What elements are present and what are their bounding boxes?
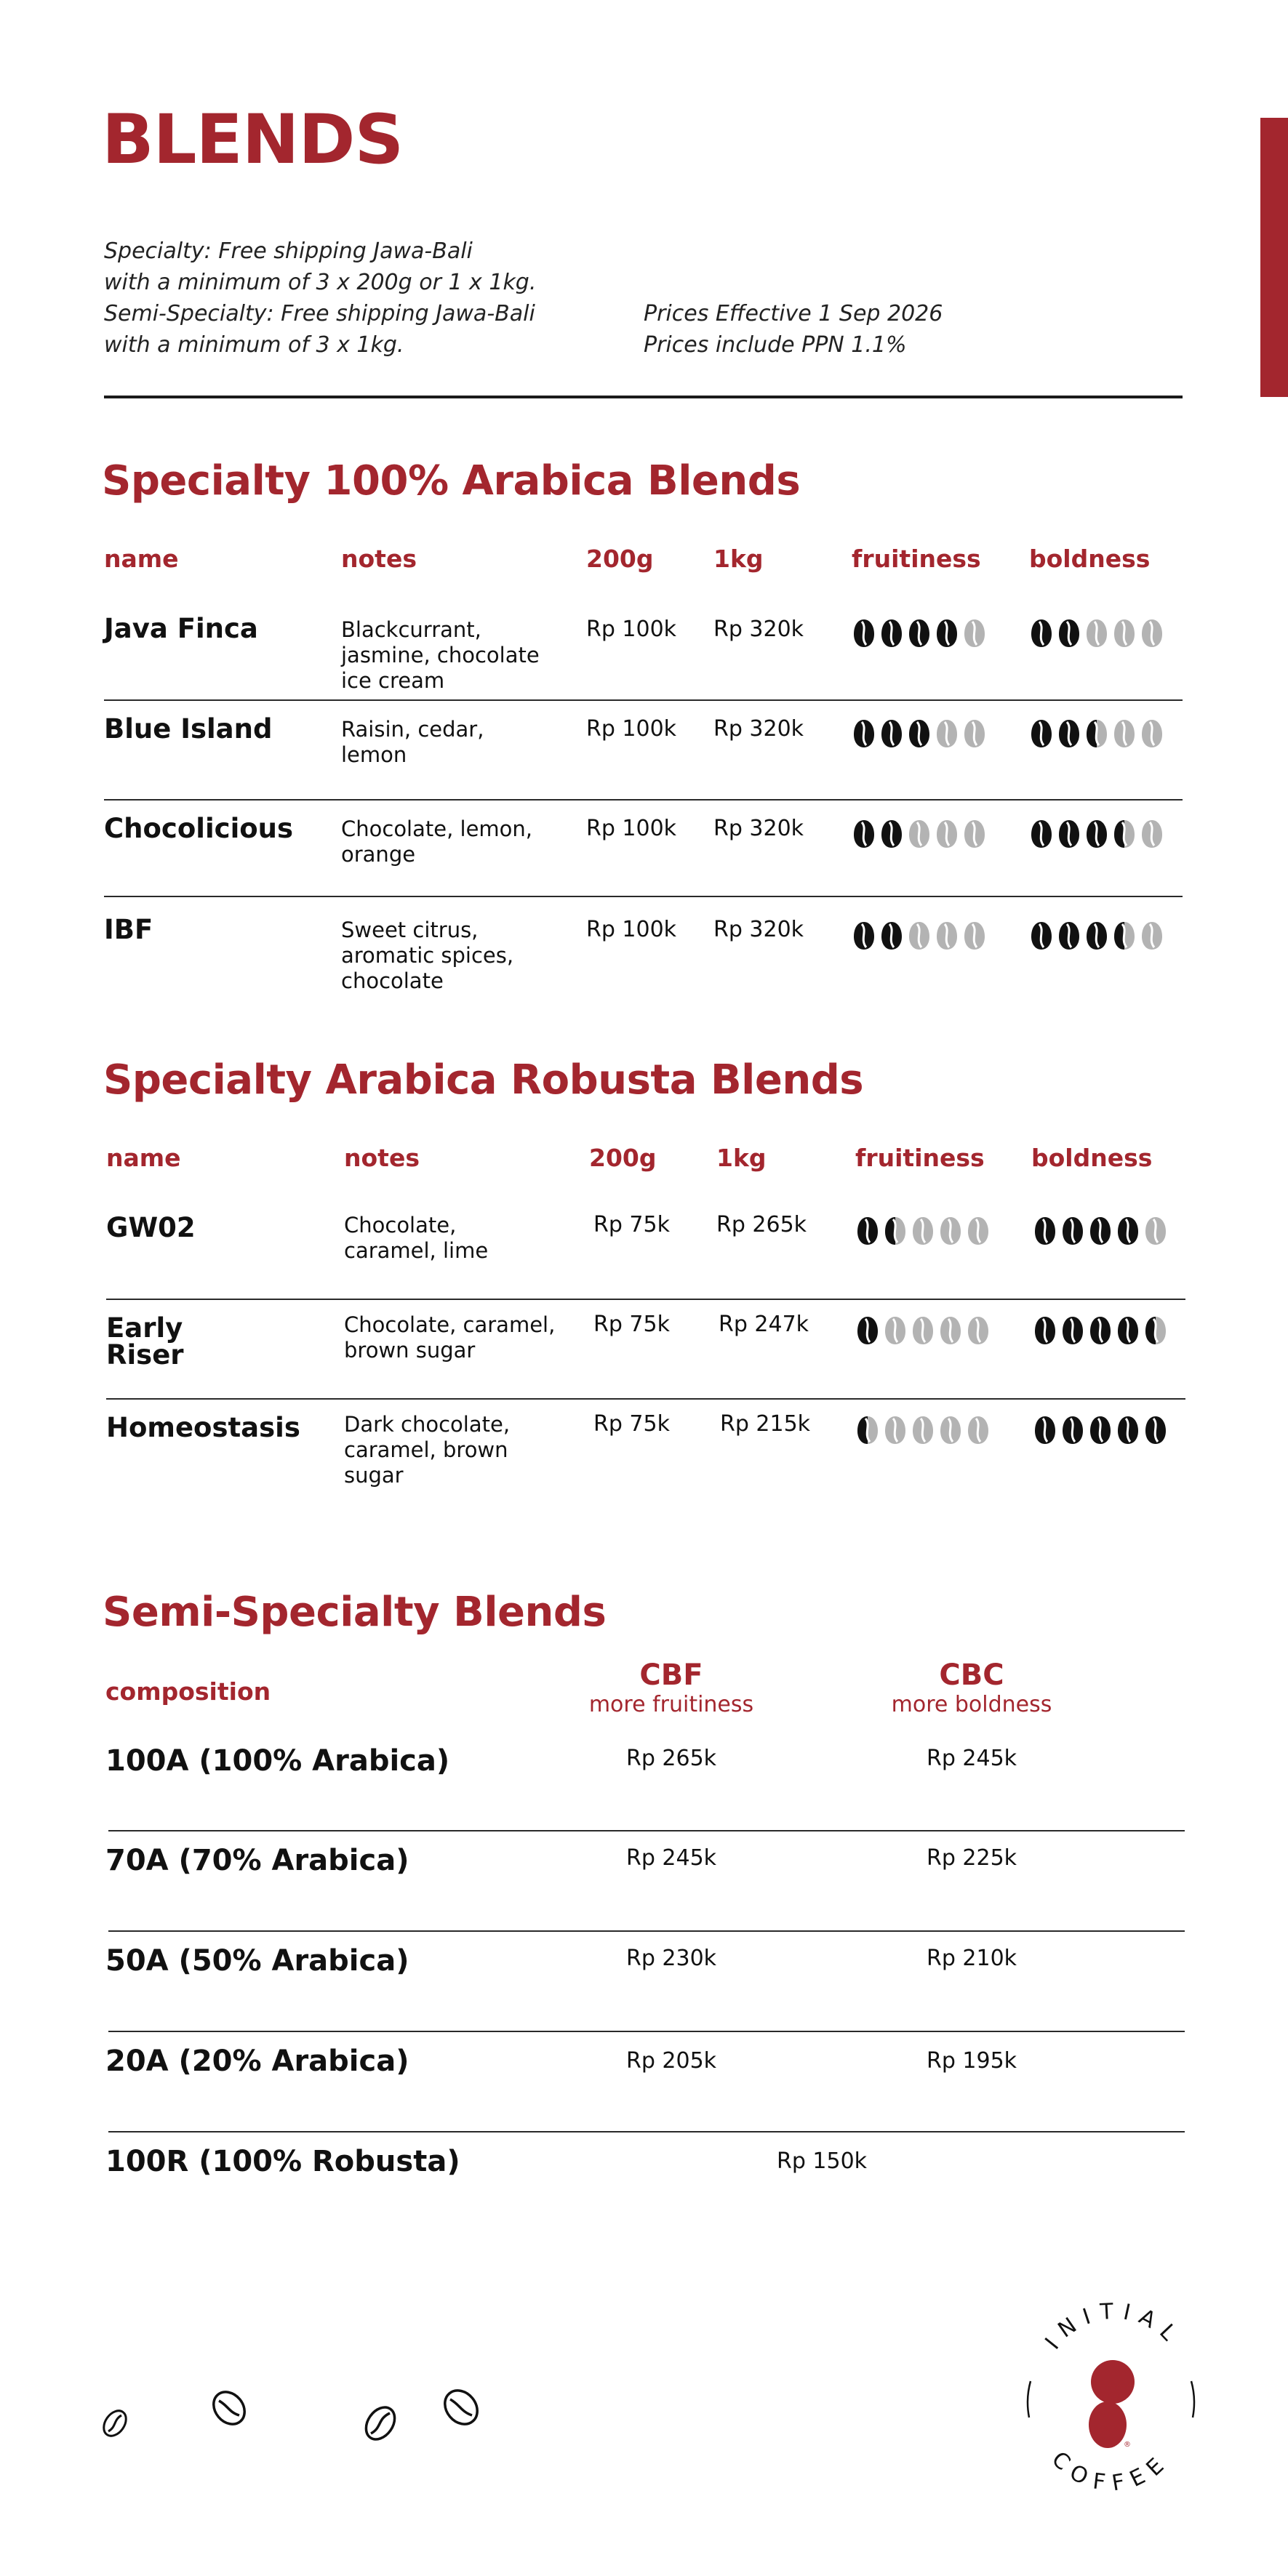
coffee-bean-filled-icon bbox=[855, 1315, 880, 1346]
cbc-price: Rp 245k bbox=[926, 1746, 1017, 1771]
coffee-bean-empty-icon bbox=[1140, 819, 1164, 849]
coffee-bean-filled-icon bbox=[1060, 1415, 1085, 1445]
price-200g: Rp 75k bbox=[593, 1312, 670, 1337]
composition-name: 20A (20% Arabica) bbox=[105, 2045, 409, 2078]
header-divider bbox=[104, 396, 1183, 398]
coffee-bean-empty-icon bbox=[911, 1216, 935, 1246]
coffee-bean-filled-icon bbox=[1088, 1315, 1113, 1346]
coffee-bean-filled-icon bbox=[1057, 618, 1081, 649]
page-title: BLENDS bbox=[102, 100, 404, 180]
price-1kg: Rp 247k bbox=[719, 1312, 809, 1337]
price-200g: Rp 100k bbox=[586, 716, 677, 742]
price-info bbox=[644, 298, 943, 361]
coffee-bean-empty-icon bbox=[935, 920, 959, 951]
coffee-bean-empty-icon bbox=[883, 1415, 908, 1445]
coffee-bean-filled-icon bbox=[1029, 920, 1054, 951]
cbc-header bbox=[863, 1658, 1081, 1717]
section-title-arabica-robusta: Specialty Arabica Robusta Blends bbox=[103, 1056, 864, 1104]
coffee-bean-half-icon bbox=[855, 1415, 880, 1445]
cbf-price: Rp 265k bbox=[625, 1746, 717, 1771]
coffee-bean-empty-icon bbox=[938, 1216, 963, 1246]
coffee-bean-empty-icon bbox=[883, 1315, 908, 1346]
coffee-bean-filled-icon bbox=[1057, 920, 1081, 951]
coffee-bean-filled-icon bbox=[1033, 1415, 1057, 1445]
svg-text:®: ® bbox=[1124, 2441, 1131, 2449]
blend-name: IBF bbox=[104, 914, 153, 945]
coffee-bean-empty-icon bbox=[966, 1415, 991, 1445]
coffee-bean-filled-icon bbox=[855, 1216, 880, 1246]
price-1kg: Rp 320k bbox=[713, 617, 804, 642]
row-divider bbox=[104, 699, 1183, 701]
accent-side-bar bbox=[1260, 118, 1288, 397]
price-tax-line: Prices include PPN 1.1% bbox=[644, 332, 907, 358]
coffee-bean-empty-icon bbox=[1084, 618, 1109, 649]
price-1kg: Rp 320k bbox=[713, 816, 804, 841]
coffee-bean-empty-icon bbox=[1140, 618, 1164, 649]
coffee-bean-empty-icon bbox=[1112, 718, 1137, 749]
boldness-rating bbox=[1029, 718, 1164, 749]
coffee-bean-filled-icon bbox=[879, 920, 904, 951]
blend-notes: Chocolate, lemon, orange bbox=[341, 816, 533, 867]
row-divider bbox=[108, 2131, 1185, 2132]
column-header-composition: composition bbox=[105, 1677, 271, 1706]
coffee-bean-icon bbox=[439, 2386, 483, 2428]
column-header-1kg: 1kg bbox=[713, 545, 764, 573]
column-header-200g: 200g bbox=[586, 545, 654, 573]
coffee-bean-icon bbox=[361, 2403, 399, 2444]
shipping-line: with a minimum of 3 x 1kg. bbox=[104, 332, 404, 358]
shipping-info bbox=[104, 236, 536, 361]
cbf-sublabel: more fruitiness bbox=[588, 1692, 754, 1717]
column-header-fruitiness: fruitiness bbox=[855, 1144, 985, 1172]
coffee-bean-filled-icon bbox=[1029, 618, 1054, 649]
row-divider bbox=[104, 799, 1183, 801]
price-200g: Rp 100k bbox=[586, 917, 677, 942]
blend-notes: Raisin, cedar, lemon bbox=[341, 717, 484, 767]
coffee-bean-half-icon bbox=[883, 1216, 908, 1246]
coffee-bean-filled-icon bbox=[1116, 1216, 1140, 1246]
column-header-notes: notes bbox=[341, 545, 417, 573]
coffee-bean-empty-icon bbox=[966, 1315, 991, 1346]
cbf-price: Rp 230k bbox=[625, 1946, 717, 1971]
coffee-bean-empty-icon bbox=[938, 1415, 963, 1445]
coffee-bean-empty-icon bbox=[907, 819, 932, 849]
coffee-bean-half-icon bbox=[1112, 920, 1137, 951]
cbc-price: Rp 210k bbox=[926, 1946, 1017, 1971]
blend-notes: Dark chocolate, caramel, brown sugar bbox=[344, 1412, 511, 1488]
cbf-header bbox=[562, 1658, 780, 1717]
coffee-bean-empty-icon bbox=[962, 920, 987, 951]
column-header-boldness: boldness bbox=[1031, 1144, 1153, 1172]
price-1kg: Rp 320k bbox=[713, 917, 804, 942]
blend-notes: Sweet citrus, aromatic spices, chocolate bbox=[341, 918, 514, 993]
initial-coffee-logo bbox=[1015, 2301, 1207, 2505]
fruitiness-rating bbox=[855, 1315, 991, 1346]
cbc-label: CBC bbox=[939, 1658, 1004, 1692]
shipping-line: with a minimum of 3 x 200g or 1 x 1kg. bbox=[104, 270, 537, 295]
boldness-rating bbox=[1029, 618, 1164, 649]
coffee-bean-icon bbox=[209, 2388, 249, 2428]
fruitiness-rating bbox=[852, 819, 987, 849]
blend-name: Early Riser bbox=[106, 1312, 184, 1371]
cbf-price: Rp 205k bbox=[625, 2048, 717, 2074]
column-header-fruitiness: fruitiness bbox=[852, 545, 981, 573]
fruitiness-rating bbox=[852, 618, 987, 649]
coffee-bean-empty-icon bbox=[962, 718, 987, 749]
coffee-bean-filled-icon bbox=[907, 718, 932, 749]
column-header-name: name bbox=[106, 1144, 181, 1172]
coffee-bean-filled-icon bbox=[852, 920, 876, 951]
coffee-bean-filled-icon bbox=[1060, 1315, 1085, 1346]
price-1kg: Rp 215k bbox=[720, 1411, 811, 1437]
coffee-bean-filled-icon bbox=[935, 618, 959, 649]
coffee-bean-empty-icon bbox=[935, 819, 959, 849]
coffee-bean-filled-icon bbox=[1088, 1216, 1113, 1246]
coffee-bean-filled-icon bbox=[1057, 819, 1081, 849]
coffee-bean-filled-icon bbox=[852, 618, 876, 649]
coffee-bean-empty-icon bbox=[962, 819, 987, 849]
fruitiness-rating bbox=[852, 718, 987, 749]
cbf-price: Rp 245k bbox=[625, 1845, 717, 1871]
cbc-sublabel: more boldness bbox=[891, 1692, 1052, 1717]
coffee-bean-empty-icon bbox=[1140, 920, 1164, 951]
price-200g: Rp 75k bbox=[593, 1411, 670, 1437]
boldness-rating bbox=[1029, 920, 1164, 951]
coffee-bean-filled-icon bbox=[907, 618, 932, 649]
boldness-rating bbox=[1029, 819, 1164, 849]
coffee-bean-empty-icon bbox=[966, 1216, 991, 1246]
coffee-bean-filled-icon bbox=[1088, 1415, 1113, 1445]
coffee-bean-filled-icon bbox=[879, 618, 904, 649]
price-1kg: Rp 265k bbox=[716, 1212, 807, 1237]
coffee-bean-empty-icon bbox=[935, 718, 959, 749]
fruitiness-rating bbox=[855, 1216, 991, 1246]
column-header-boldness: boldness bbox=[1029, 545, 1151, 573]
coffee-bean-filled-icon bbox=[1116, 1315, 1140, 1346]
robusta-price: Rp 150k bbox=[776, 2148, 868, 2174]
price-200g: Rp 75k bbox=[593, 1212, 670, 1237]
row-divider bbox=[106, 1398, 1185, 1400]
coffee-bean-filled-icon bbox=[1084, 920, 1109, 951]
coffee-bean-filled-icon bbox=[1033, 1216, 1057, 1246]
column-header-name: name bbox=[104, 545, 179, 573]
row-divider bbox=[108, 1830, 1185, 1831]
coffee-bean-empty-icon bbox=[962, 618, 987, 649]
coffee-bean-filled-icon bbox=[1057, 718, 1081, 749]
cbc-price: Rp 195k bbox=[926, 2048, 1017, 2074]
coffee-bean-filled-icon bbox=[879, 819, 904, 849]
coffee-bean-icon bbox=[100, 2407, 129, 2440]
fruitiness-rating bbox=[855, 1415, 991, 1445]
blend-name: GW02 bbox=[106, 1212, 196, 1243]
coffee-bean-half-icon bbox=[1143, 1315, 1168, 1346]
coffee-bean-filled-icon bbox=[852, 819, 876, 849]
section-title-semi-specialty: Semi-Specialty Blends bbox=[103, 1589, 607, 1636]
column-header-200g: 200g bbox=[589, 1144, 657, 1172]
row-divider bbox=[104, 896, 1183, 897]
fruitiness-rating bbox=[852, 920, 987, 951]
logo-top-text: INITIAL bbox=[1040, 2301, 1188, 2355]
coffee-bean-filled-icon bbox=[1143, 1415, 1168, 1445]
column-header-1kg: 1kg bbox=[716, 1144, 767, 1172]
section-title-specialty: Specialty 100% Arabica Blends bbox=[102, 457, 801, 505]
logo-mark bbox=[1015, 2301, 1207, 2505]
cbc-price: Rp 225k bbox=[926, 1845, 1017, 1871]
logo-bottom-text: COFFEE bbox=[1047, 2447, 1176, 2497]
blend-name: Chocolicious bbox=[104, 813, 294, 844]
composition-name: 100A (100% Arabica) bbox=[105, 1744, 450, 1778]
blend-notes: Blackcurrant, jasmine, chocolate ice cream bbox=[341, 617, 540, 693]
coffee-bean-half-icon bbox=[1112, 819, 1137, 849]
coffee-bean-filled-icon bbox=[852, 718, 876, 749]
price-200g: Rp 100k bbox=[586, 617, 677, 642]
coffee-bean-empty-icon bbox=[1143, 1216, 1168, 1246]
boldness-rating bbox=[1033, 1315, 1168, 1346]
shipping-line: Specialty: Free shipping Jawa-Bali bbox=[104, 238, 473, 264]
coffee-bean-filled-icon bbox=[1060, 1216, 1085, 1246]
cbf-label: CBF bbox=[639, 1658, 703, 1692]
coffee-bean-filled-icon bbox=[1116, 1415, 1140, 1445]
blend-name: Java Finca bbox=[104, 613, 258, 644]
composition-name: 70A (70% Arabica) bbox=[105, 1844, 409, 1877]
blend-notes: Chocolate, caramel, brown sugar bbox=[344, 1312, 556, 1363]
blend-name: Homeostasis bbox=[106, 1412, 300, 1443]
coffee-bean-filled-icon bbox=[1084, 819, 1109, 849]
coffee-bean-empty-icon bbox=[1140, 718, 1164, 749]
price-effective-line: Prices Effective 1 Sep 2026 bbox=[644, 301, 943, 326]
coffee-bean-filled-icon bbox=[879, 718, 904, 749]
composition-name: 50A (50% Arabica) bbox=[105, 1944, 409, 1978]
blend-name: Blue Island bbox=[104, 713, 273, 745]
price-200g: Rp 100k bbox=[586, 816, 677, 841]
price-1kg: Rp 320k bbox=[713, 716, 804, 742]
coffee-bean-empty-icon bbox=[911, 1315, 935, 1346]
coffee-bean-empty-icon bbox=[907, 920, 932, 951]
row-divider bbox=[108, 1930, 1185, 1932]
coffee-bean-half-icon bbox=[1084, 718, 1109, 749]
coffee-bean-filled-icon bbox=[1033, 1315, 1057, 1346]
shipping-line: Semi-Specialty: Free shipping Jawa-Bali bbox=[104, 301, 535, 326]
coffee-bean-empty-icon bbox=[938, 1315, 963, 1346]
row-divider bbox=[106, 1299, 1185, 1300]
boldness-rating bbox=[1033, 1415, 1168, 1445]
composition-name: 100R (100% Robusta) bbox=[105, 2145, 460, 2178]
coffee-bean-filled-icon bbox=[1029, 819, 1054, 849]
coffee-bean-empty-icon bbox=[911, 1415, 935, 1445]
coffee-bean-empty-icon bbox=[1112, 618, 1137, 649]
boldness-rating bbox=[1033, 1216, 1168, 1246]
blend-notes: Chocolate, caramel, lime bbox=[344, 1213, 489, 1263]
row-divider bbox=[108, 2031, 1185, 2032]
column-header-notes: notes bbox=[344, 1144, 420, 1172]
coffee-bean-filled-icon bbox=[1029, 718, 1054, 749]
